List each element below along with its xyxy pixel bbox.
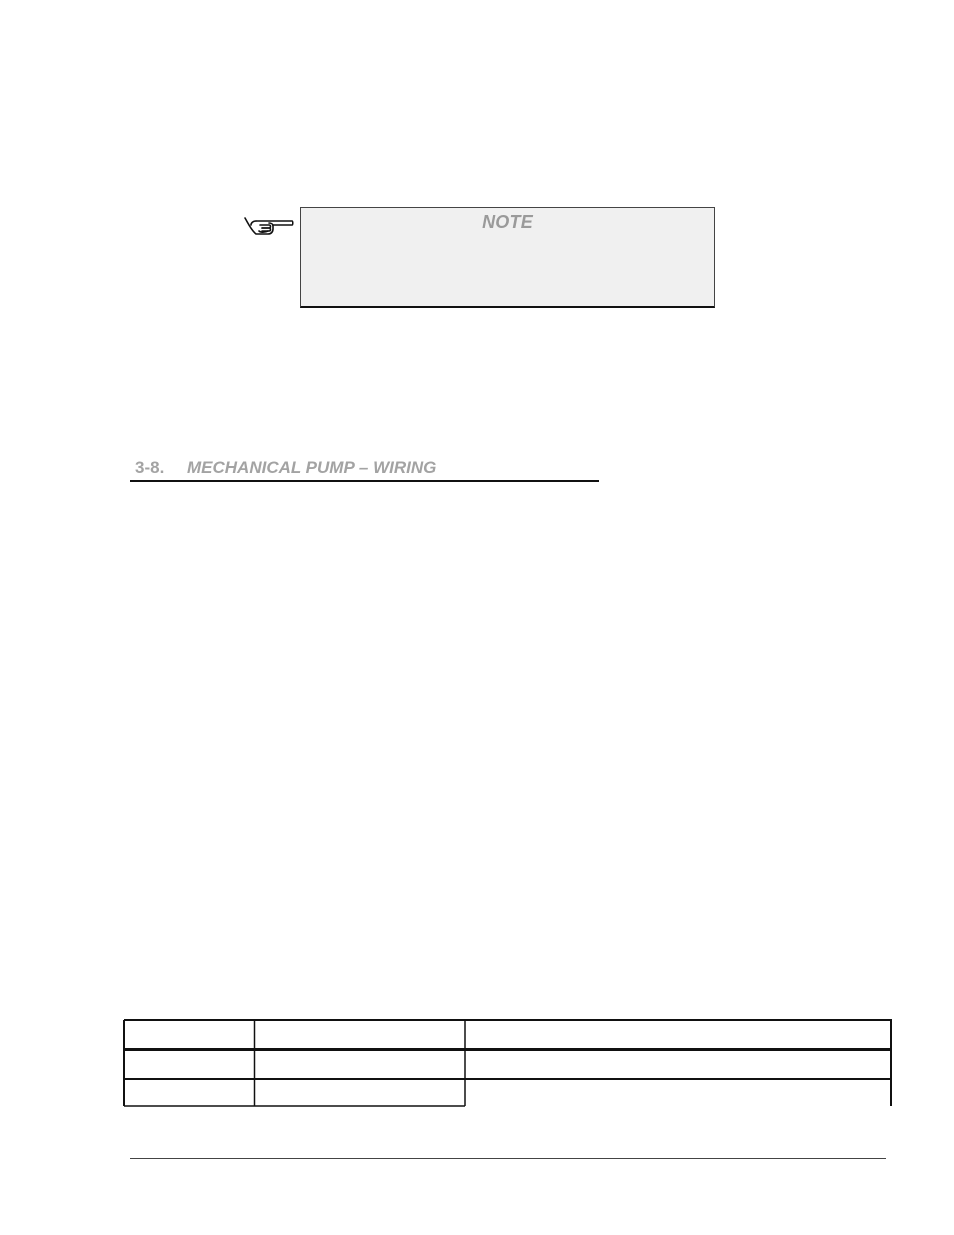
footer-rule bbox=[130, 1158, 886, 1159]
section-number: 3-8. bbox=[135, 458, 165, 477]
note-title: NOTE bbox=[482, 212, 533, 232]
section-title: MECHANICAL PUMP – WIRING bbox=[187, 458, 437, 477]
